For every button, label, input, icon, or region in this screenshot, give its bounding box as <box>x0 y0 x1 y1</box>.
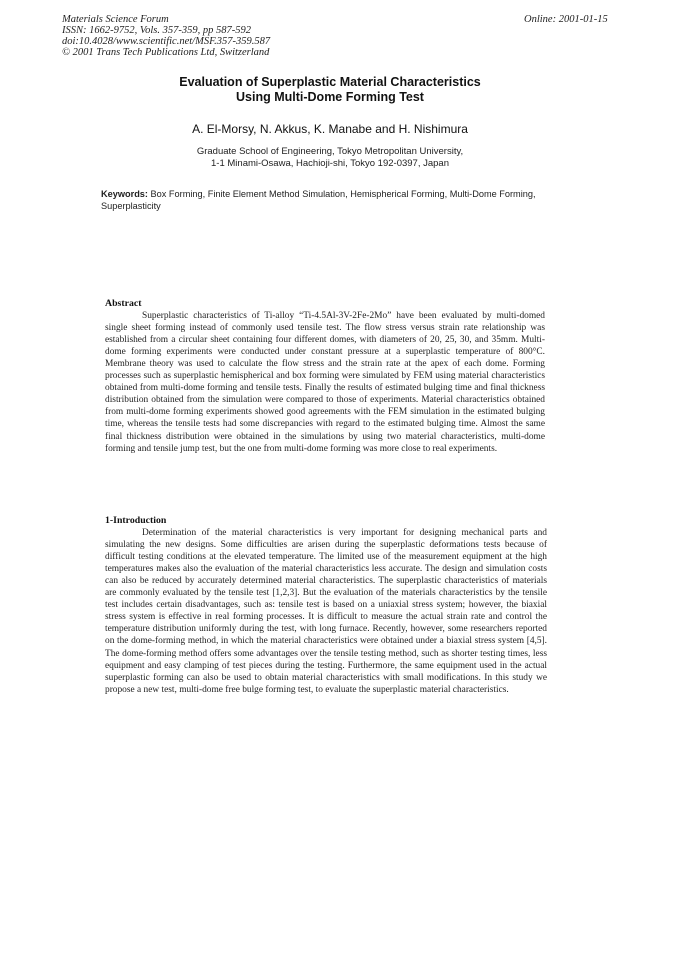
author-list: A. El-Morsy, N. Akkus, K. Manabe and H. Nishimura <box>192 122 468 136</box>
online-date: Online: 2001-01-15 <box>524 14 608 25</box>
copyright-line: © 2001 Trans Tech Publications Ltd, Switzerland <box>62 47 270 58</box>
introduction-paragraph: Determination of the material characteristics is very important for designing mechanical parts and simulating the new designs. Some difficulties are arisen during the superplastic deformations tests because of difficult testing conditions at the elevated temperature. The limited use of the measurement equipment at the high temperatures makes also the evaluation of the material characteristics less accurate. The design and simulation costs can also be reduced by accurately determined material characteristics. The superplastic characteristics of materials are commonly evaluated by the tensile test [1,2,3]. But the evaluation of the materials characteristics by the tensile test includes certain disadvantages, such as: tensile test is based on a uniaxial stress system; however, the biaxial stress system is effective in real forming processes. It is difficult to measure the actual strain rate and control the temperature distribution uniformly during the test, with long furnace. Recently, however, some researchers reported on the dome-forming method, in which the material characteristics were obtained under a biaxial stress system [4,5]. The dome-forming method offers some advantages over the tensile testing method, such as shorter testing times, less equipment and easy clamping of test pieces during the testing. Furthermore, the same equipment used in the actual superplastic forming can also be used to obtain material characteristics with small modifications. In this study we propose a new test, multi-dome free bulge forming test, to evaluate the superplastic material characteristics. <box>105 527 547 695</box>
doi-line: doi:10.4028/www.scientific.net/MSF.357-359.587 <box>62 36 271 47</box>
affiliation-line-1: Graduate School of Engineering, Tokyo Metropolitan University, <box>196 146 464 157</box>
affiliation <box>100 146 560 170</box>
journal-name: Materials Science Forum <box>62 14 169 25</box>
abstract-heading: Abstract <box>105 298 142 309</box>
keywords-text: Box Forming, Finite Element Method Simulation, Hemispherical Forming, Multi-Dome Forming, Superplasticity <box>101 189 536 211</box>
abstract-section <box>105 298 545 455</box>
issn-line: ISSN: 1662-9752, Vols. 357-359, pp 587-592 <box>62 25 251 36</box>
keywords-label: Keywords: <box>101 189 148 199</box>
title-line-1: Evaluation of Superplastic Material Characteristics <box>179 75 481 89</box>
paper-title <box>100 75 560 105</box>
journal-citation-block <box>62 14 270 58</box>
abstract-paragraph: Superplastic characteristics of Ti-alloy “Ti-4.5Al-3V-2Fe-2Mo” have been evaluated by multi-domed single sheet forming instead of commonly used tensile test. The flow stress versus strain rate relationship was established from a circular sheet containing four different domes, with diameters of 20, 25, 30, and 35mm. Multi-dome forming experiments were conducted under constant pressure at a superplastic temperature of 800°C. Membrane theory was used to calculate the flow stress and the strain rate at the apex of each dome. Forming processes such as superplastic hemispherical and box forming were simulated by FEM using material characteristics obtained from multi-dome forming and tensile tests. Finally the results of estimated bulging time and final thickness distribution obtained from the simulation were compared to those of experiments. Material characteristics obtained from multi-dome forming experiments showed good agreements with the FEM simulation in the estimated bulging time, whereas the tensile tests had some discrepancies with regard to the estimated bulging time. Almost the same final thickness distribution were obtained in the simulations by using two material characteristics, multi-dome forming and tensile jump test, but the one from multi-dome forming was more close to real experiments. <box>105 310 545 454</box>
introduction-section <box>105 515 547 696</box>
keywords-block <box>101 188 541 212</box>
title-line-2: Using Multi-Dome Forming Test <box>236 90 424 104</box>
introduction-heading: 1-Introduction <box>105 515 167 526</box>
affiliation-line-2: 1-1 Minami-Osawa, Hachioji-shi, Tokyo 192-0397, Japan <box>211 158 449 169</box>
